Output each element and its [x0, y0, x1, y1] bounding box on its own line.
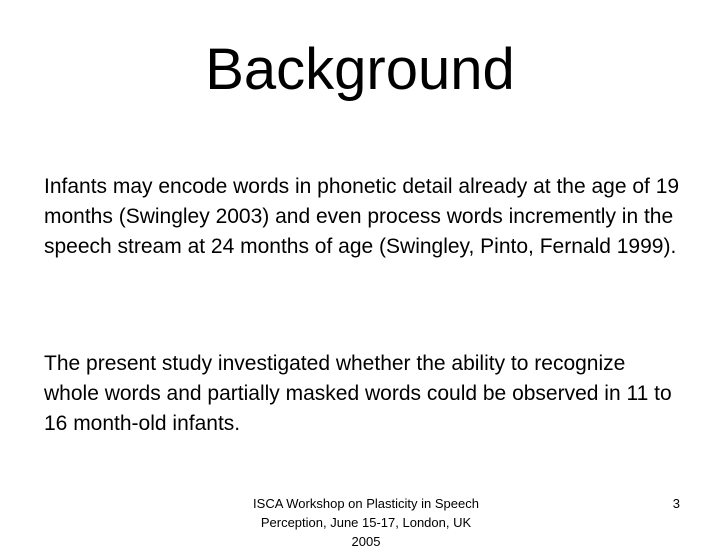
paragraph-1: Infants may encode words in phonetic detail already at the age of 19 months (Swingley 2003) and even process words incremently in the speech stream at 24 months of age (Swingley, Pinto, Fernald 1999).	[44, 175, 680, 258]
page-number: 3	[672, 496, 680, 511]
slide-title: Background	[205, 37, 515, 102]
paragraph-2: The present study investigated whether the ability to recognize whole words and partially masked words could be observed in 11 to 16 month-old infants.	[44, 352, 672, 435]
slide-footer: ISCA Workshop on Plasticity in Speech Perception, June 15-17, London, UK 2005	[253, 496, 479, 549]
